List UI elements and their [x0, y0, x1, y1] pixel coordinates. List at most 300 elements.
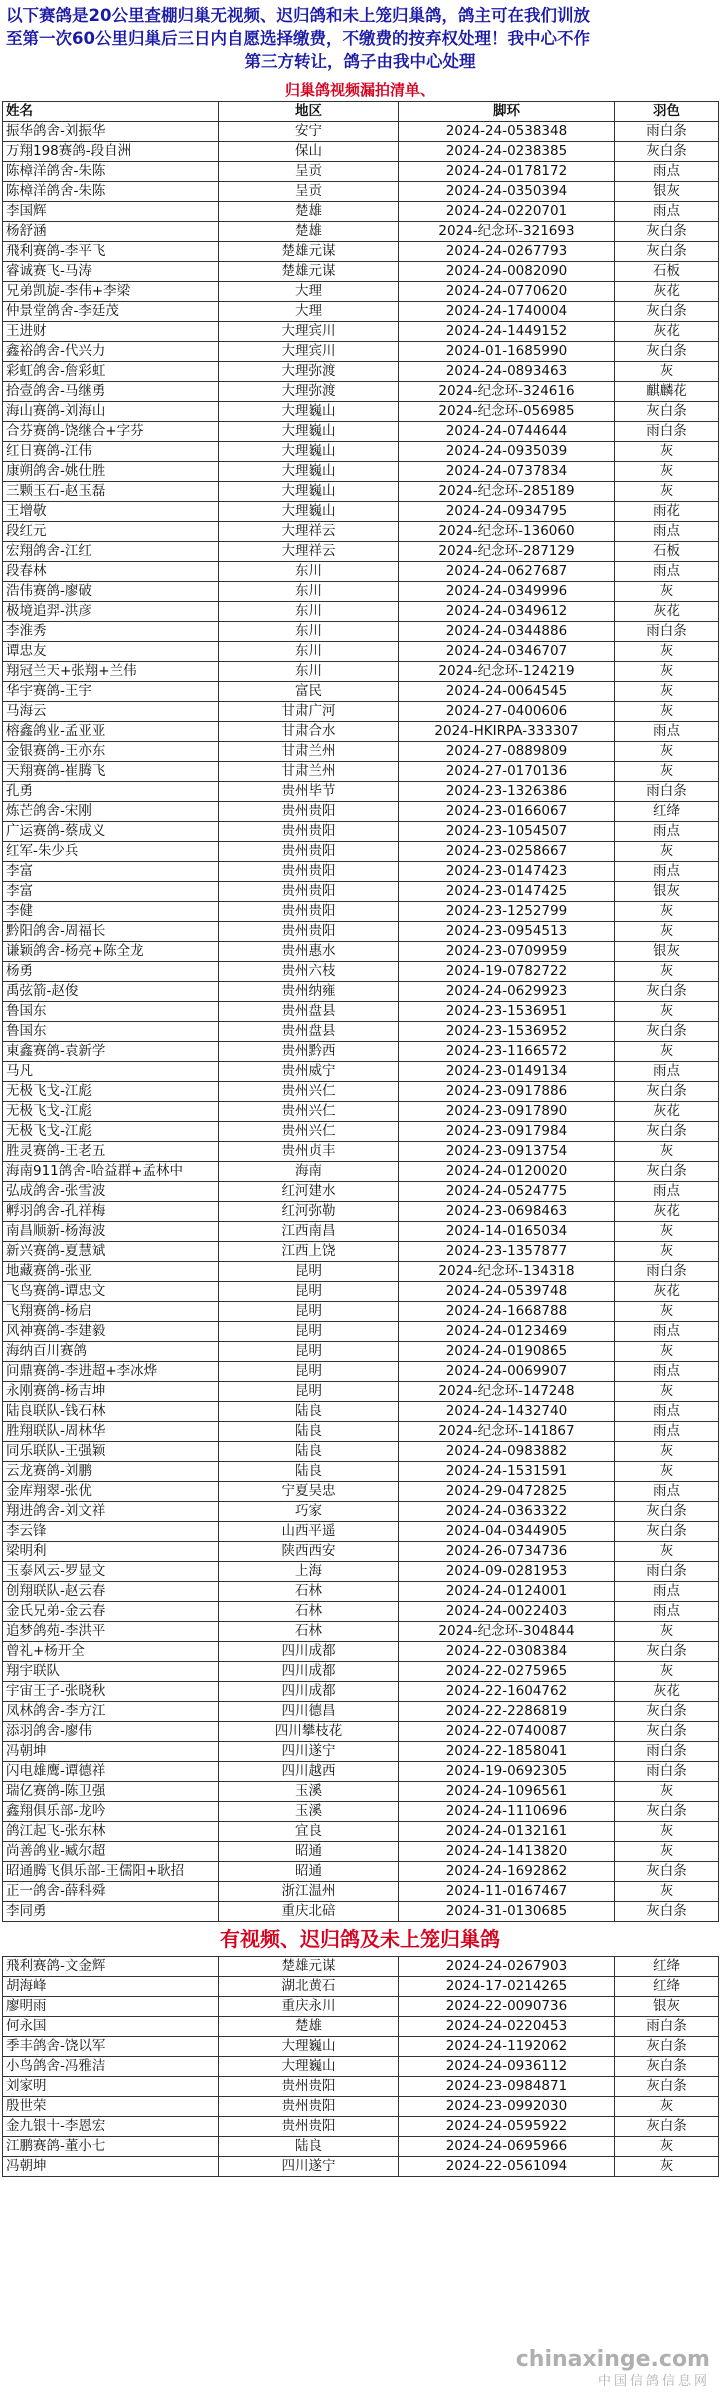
table-row	[3, 1462, 719, 1482]
table-row	[3, 382, 719, 402]
table-row	[3, 902, 719, 922]
cell-ring: 2024-24-1740004	[399, 302, 615, 322]
cell-region: 东川	[219, 582, 399, 602]
cell-ring: 2024-24-0770620	[399, 282, 615, 302]
cell-region: 贵州惠水	[219, 942, 399, 962]
cell-region: 东川	[219, 642, 399, 662]
cell-name: 小鸟鸽舍-冯雅洁	[3, 2057, 219, 2077]
table-row	[3, 1742, 719, 1762]
cell-color: 灰白条	[615, 2117, 719, 2137]
cell-name: 昭通腾飞俱乐部-王儒阳+耿招	[3, 1862, 219, 1882]
table-row	[3, 582, 719, 602]
cell-region: 安宁	[219, 122, 399, 142]
cell-ring: 2024-23-0149134	[399, 1062, 615, 1082]
cell-name: 鲁国东	[3, 1022, 219, 1042]
table-row	[3, 1662, 719, 1682]
cell-color: 雨点	[615, 1322, 719, 1342]
cell-name: 何永国	[3, 2017, 219, 2037]
table-row	[3, 462, 719, 482]
cell-color: 灰白条	[615, 142, 719, 162]
cell-color: 雨点	[615, 1062, 719, 1082]
cell-color: 灰	[615, 362, 719, 382]
cell-color: 雨白条	[615, 422, 719, 442]
cell-region: 陆良	[219, 1422, 399, 1442]
cell-color: 灰白条	[615, 1082, 719, 1102]
cell-region: 陆良	[219, 2137, 399, 2157]
cell-ring: 2024-24-1531591	[399, 1462, 615, 1482]
table-row	[3, 702, 719, 722]
cell-color: 雨点	[615, 822, 719, 842]
cell-color: 灰白条	[615, 1022, 719, 1042]
table-row	[3, 1322, 719, 1342]
cell-region: 大理祥云	[219, 522, 399, 542]
cell-name: 冯朝坤	[3, 1742, 219, 1762]
cell-name: 永刚赛鸽-杨吉坤	[3, 1382, 219, 1402]
cell-ring: 2024-24-0893463	[399, 362, 615, 382]
cell-color: 灰	[615, 462, 719, 482]
cell-name: 陈樟洋鸽舍-朱陈	[3, 162, 219, 182]
cell-ring: 2024-24-0124001	[399, 1582, 615, 1602]
table-row	[3, 1602, 719, 1622]
cell-name: 仲景堂鸽舍-李廷茂	[3, 302, 219, 322]
cell-name: 无极飞戈-江彪	[3, 1102, 219, 1122]
table-row	[3, 1262, 719, 1282]
table-row	[3, 202, 719, 222]
cell-name: 杨舒涵	[3, 222, 219, 242]
table-row	[3, 1442, 719, 1462]
cell-region: 贵州贵阳	[219, 922, 399, 942]
cell-ring: 2024-22-0275965	[399, 1662, 615, 1682]
cell-ring: 2024-11-0167467	[399, 1882, 615, 1902]
cell-region: 甘肃广河	[219, 702, 399, 722]
cell-color: 银灰	[615, 942, 719, 962]
cell-region: 甘肃合水	[219, 722, 399, 742]
cell-color: 灰白条	[615, 1702, 719, 1722]
cell-color: 雨点	[615, 522, 719, 542]
cell-region: 楚雄	[219, 202, 399, 222]
table-row	[3, 2137, 719, 2157]
cell-ring: 2024-24-0349612	[399, 602, 615, 622]
cell-ring: 2024-23-1326386	[399, 782, 615, 802]
table-row	[3, 842, 719, 862]
cell-color: 雨点	[615, 202, 719, 222]
cell-ring: 2024-24-0069907	[399, 1362, 615, 1382]
cell-region: 陆良	[219, 1402, 399, 1422]
cell-region: 大理巍山	[219, 2057, 399, 2077]
table-row	[3, 1822, 719, 1842]
cell-color: 灰花	[615, 1282, 719, 1302]
cell-region: 大理	[219, 302, 399, 322]
table-row	[3, 1402, 719, 1422]
cell-ring: 2024-24-0346707	[399, 642, 615, 662]
cell-ring: 2024-23-1166572	[399, 1042, 615, 1062]
cell-region: 甘肃兰州	[219, 742, 399, 762]
cell-name: 翔宇联队	[3, 1662, 219, 1682]
table-row	[3, 1957, 719, 1977]
table-header-row	[3, 102, 719, 122]
cell-name: 金银赛鸽-王亦东	[3, 742, 219, 762]
cell-color: 雨点	[615, 1182, 719, 1202]
table-row	[3, 602, 719, 622]
cell-name: 榕鑫鸽业-孟亚亚	[3, 722, 219, 742]
cell-region: 大理巍山	[219, 502, 399, 522]
cell-name: 马凡	[3, 1062, 219, 1082]
cell-name: 金氏兄弟-金云春	[3, 1602, 219, 1622]
cell-region: 江西上饶	[219, 1242, 399, 1262]
cell-name: 马海云	[3, 702, 219, 722]
cell-ring: 2024-24-0934795	[399, 502, 615, 522]
cell-ring: 2024-24-0178172	[399, 162, 615, 182]
cell-color: 红绛	[615, 1957, 719, 1977]
cell-ring: 2024-24-0936112	[399, 2057, 615, 2077]
notice-text	[0, 0, 720, 73]
cell-name: 東鑫赛鸽-袁新学	[3, 1042, 219, 1062]
cell-region: 大理巍山	[219, 442, 399, 462]
cell-color: 雨点	[615, 722, 719, 742]
cell-region: 楚雄	[219, 222, 399, 242]
cell-ring: 2024-24-1692862	[399, 1862, 615, 1882]
cell-region: 贵州毕节	[219, 782, 399, 802]
cell-region: 石林	[219, 1602, 399, 1622]
table-row	[3, 1042, 719, 1062]
cell-ring: 2024-24-0627687	[399, 562, 615, 582]
cell-name: 海南911鸽舍-哈益群+孟林中	[3, 1162, 219, 1182]
cell-color: 雨白条	[615, 782, 719, 802]
cell-region: 呈贡	[219, 182, 399, 202]
cell-region: 富民	[219, 682, 399, 702]
cell-name: 鑫裕鸽舍-代兴力	[3, 342, 219, 362]
cell-color: 灰花	[615, 1102, 719, 1122]
cell-region: 昆明	[219, 1362, 399, 1382]
cell-ring: 2024-24-0190865	[399, 1342, 615, 1362]
cell-color: 雨点	[615, 1422, 719, 1442]
cell-name: 王增敬	[3, 502, 219, 522]
cell-color: 雨点	[615, 862, 719, 882]
table-row	[3, 322, 719, 342]
cell-name: 华宇赛鸽-王宇	[3, 682, 219, 702]
cell-ring: 2024-27-0170136	[399, 762, 615, 782]
table-row	[3, 1382, 719, 1402]
cell-name: 胜翔联队-周林华	[3, 1422, 219, 1442]
cell-ring: 2024-23-0984871	[399, 2077, 615, 2097]
table-row	[3, 882, 719, 902]
cell-color: 石板	[615, 262, 719, 282]
cell-name: 睿诚赛飞-马涛	[3, 262, 219, 282]
cell-region: 四川攀枝花	[219, 1722, 399, 1742]
cell-region: 楚雄	[219, 2017, 399, 2037]
table-row	[3, 182, 719, 202]
cell-name: 风神赛鸽-李建毅	[3, 1322, 219, 1342]
cell-name: 浩伟赛鸽-廖破	[3, 582, 219, 602]
table-row	[3, 682, 719, 702]
table-row	[3, 482, 719, 502]
cell-name: 李同勇	[3, 1902, 219, 1922]
cell-ring: 2024-19-0782722	[399, 962, 615, 982]
cell-region: 重庆永川	[219, 1997, 399, 2017]
cell-name: 无极飞戈-江彪	[3, 1082, 219, 1102]
table-row	[3, 142, 719, 162]
cell-name: 段红元	[3, 522, 219, 542]
cell-ring: 2024-24-0220701	[399, 202, 615, 222]
table-row	[3, 1542, 719, 1562]
cell-region: 贵州兴仁	[219, 1082, 399, 1102]
cell-ring: 2024-22-2286819	[399, 1702, 615, 1722]
cell-name: 地藏赛鸽-张亚	[3, 1262, 219, 1282]
cell-region: 贵州贵阳	[219, 842, 399, 862]
cell-color: 雨花	[615, 502, 719, 522]
cell-name: 李淮秀	[3, 622, 219, 642]
cell-name: 梁明利	[3, 1542, 219, 1562]
cell-ring: 2024-23-0917886	[399, 1082, 615, 1102]
cell-name: 宏翔鸽舍-江红	[3, 542, 219, 562]
cell-ring: 2024-22-1604762	[399, 1682, 615, 1702]
cell-ring: 2024-纪念环-285189	[399, 482, 615, 502]
cell-name: 同乐联队-王强颖	[3, 1442, 219, 1462]
table-row	[3, 1642, 719, 1662]
cell-region: 贵州贵阳	[219, 822, 399, 842]
table-row	[3, 2097, 719, 2117]
cell-ring: 2024-26-0734736	[399, 1542, 615, 1562]
cell-region: 石林	[219, 1582, 399, 1602]
cell-color: 灰	[615, 762, 719, 782]
cell-ring: 2024-23-0147425	[399, 882, 615, 902]
cell-name: 振华鸽舍-刘振华	[3, 122, 219, 142]
cell-ring: 2024-27-0400606	[399, 702, 615, 722]
table-row	[3, 522, 719, 542]
cell-region: 重庆北碚	[219, 1902, 399, 1922]
cell-ring: 2024-23-0258667	[399, 842, 615, 862]
cell-region: 四川成都	[219, 1662, 399, 1682]
table-row	[3, 1282, 719, 1302]
table-row	[3, 282, 719, 302]
cell-name: 三颗玉石-赵玉磊	[3, 482, 219, 502]
cell-ring: 2024-22-0561094	[399, 2157, 615, 2177]
table-row	[3, 1002, 719, 1022]
registry-table	[2, 101, 719, 1922]
cell-color: 灰	[615, 642, 719, 662]
cell-ring: 2024-23-0917890	[399, 1102, 615, 1122]
table-row	[3, 422, 719, 442]
registry-table-2	[2, 1956, 719, 2177]
cell-region: 贵州兴仁	[219, 1122, 399, 1142]
cell-name: 云龙赛鸽-刘鹏	[3, 1462, 219, 1482]
cell-ring: 2024-24-1413820	[399, 1842, 615, 1862]
cell-color: 灰	[615, 1002, 719, 1022]
cell-region: 石林	[219, 1622, 399, 1642]
cell-ring: 2024-23-0917984	[399, 1122, 615, 1142]
cell-name: 廖明雨	[3, 1997, 219, 2017]
cell-region: 上海	[219, 1562, 399, 1582]
cell-name: 陆良联队-钱石林	[3, 1402, 219, 1422]
cell-region: 贵州贵阳	[219, 2117, 399, 2137]
cell-name: 黔阳鸽舍-周福长	[3, 922, 219, 942]
cell-name: 海山赛鸽-刘海山	[3, 402, 219, 422]
table-row	[3, 1802, 719, 1822]
cell-ring: 2024-23-1252799	[399, 902, 615, 922]
cell-region: 昆明	[219, 1322, 399, 1342]
cell-region: 大理弥渡	[219, 382, 399, 402]
cell-color: 灰	[615, 1302, 719, 1322]
cell-region: 贵州贵阳	[219, 2077, 399, 2097]
cell-color: 雨白条	[615, 1762, 719, 1782]
cell-ring: 2024-23-1536951	[399, 1002, 615, 1022]
table-row	[3, 1102, 719, 1122]
cell-color: 银灰	[615, 182, 719, 202]
cell-ring: 2024-22-0090736	[399, 1997, 615, 2017]
cell-name: 创翔联队-赵云春	[3, 1582, 219, 1602]
cell-region: 东川	[219, 562, 399, 582]
cell-name: 兄弟凯旋-李伟+李梁	[3, 282, 219, 302]
cell-name: 孔勇	[3, 782, 219, 802]
table-row	[3, 1582, 719, 1602]
cell-color: 雨点	[615, 1482, 719, 1502]
cell-region: 昭通	[219, 1862, 399, 1882]
cell-ring: 2024-纪念环-147248	[399, 1382, 615, 1402]
cell-ring: 2024-24-0349996	[399, 582, 615, 602]
cell-ring: 2024-纪念环-134318	[399, 1262, 615, 1282]
cell-color: 灰	[615, 1042, 719, 1062]
cell-ring: 2024-24-0538348	[399, 122, 615, 142]
table-row	[3, 1702, 719, 1722]
cell-ring: 2024-纪念环-056985	[399, 402, 615, 422]
cell-color: 灰	[615, 1382, 719, 1402]
cell-name: 宇宙王子-张晓秋	[3, 1682, 219, 1702]
cell-ring: 2024-24-1110696	[399, 1802, 615, 1822]
cell-color: 灰	[615, 962, 719, 982]
cell-region: 玉溪	[219, 1802, 399, 1822]
cell-color: 灰花	[615, 1682, 719, 1702]
cell-name: 刘家明	[3, 2077, 219, 2097]
cell-name: 炼芒鸽舍-宋刚	[3, 802, 219, 822]
table-row	[3, 1422, 719, 1442]
cell-color: 雨白条	[615, 1562, 719, 1582]
cell-color: 灰	[615, 442, 719, 462]
cell-name: 尚善鸽业-臧尔超	[3, 1842, 219, 1862]
cell-color: 灰花	[615, 602, 719, 622]
cell-name: 瑞亿赛鸽-陈卫强	[3, 1782, 219, 1802]
table-row	[3, 1842, 719, 1862]
cell-color: 灰	[615, 742, 719, 762]
table-row	[3, 342, 719, 362]
cell-region: 昆明	[219, 1342, 399, 1362]
cell-ring: 2024-29-0472825	[399, 1482, 615, 1502]
cell-region: 宜良	[219, 1822, 399, 1842]
cell-name: 李国辉	[3, 202, 219, 222]
cell-ring: 2024-23-0954513	[399, 922, 615, 942]
cell-color: 灰	[615, 682, 719, 702]
column-header-ring: 脚环	[399, 102, 615, 122]
cell-name: 江鹏赛鸽-董小七	[3, 2137, 219, 2157]
cell-color: 灰白条	[615, 1522, 719, 1542]
notice-line-2: 至第一次60公里归巢后三日内自愿选择缴费，不缴费的按弃权处理！我中心不作	[6, 29, 590, 48]
cell-color: 雨点	[615, 1582, 719, 1602]
table-row	[3, 502, 719, 522]
cell-ring: 2024-23-0709959	[399, 942, 615, 962]
table-row	[3, 2077, 719, 2097]
cell-ring: 2024-23-0992030	[399, 2097, 615, 2117]
cell-name: 新兴赛鸽-夏慧斌	[3, 1242, 219, 1262]
cell-color: 灰	[615, 482, 719, 502]
cell-color: 银灰	[615, 1997, 719, 2017]
cell-name: 追梦鸽苑-李洪平	[3, 1622, 219, 1642]
cell-name: 李富	[3, 882, 219, 902]
watermark-domain: chinaxinge.com	[515, 2347, 710, 2372]
cell-ring: 2024-纪念环-304844	[399, 1622, 615, 1642]
cell-ring: 2024-24-1668788	[399, 1302, 615, 1322]
cell-ring: 2024-24-0737834	[399, 462, 615, 482]
cell-name: 金九银十-李恩宏	[3, 2117, 219, 2137]
cell-name: 红军-朱少兵	[3, 842, 219, 862]
cell-ring: 2024-24-0629923	[399, 982, 615, 1002]
table-row	[3, 242, 719, 262]
cell-region: 贵州兴仁	[219, 1102, 399, 1122]
cell-name: 广运赛鸽-蔡成义	[3, 822, 219, 842]
cell-region: 陆良	[219, 1462, 399, 1482]
cell-color: 灰	[615, 1842, 719, 1862]
table-row	[3, 1682, 719, 1702]
cell-ring: 2024-19-0692305	[399, 1762, 615, 1782]
notice-line-1: 以下赛鸽是20公里查棚归巢无视频、迟归鸽和未上笼归巢鸽，鸽主可在我们训放	[6, 6, 590, 25]
table-row	[3, 782, 719, 802]
cell-name: 弘成鸽舍-张雪波	[3, 1182, 219, 1202]
cell-color: 灰	[615, 1462, 719, 1482]
cell-name: 闪电雄鹰-谭德祥	[3, 1762, 219, 1782]
cell-region: 大理巍山	[219, 402, 399, 422]
cell-name: 康朔鸽舍-姚仕胜	[3, 462, 219, 482]
cell-color: 灰白条	[615, 2077, 719, 2097]
table-row	[3, 922, 719, 942]
cell-region: 昆明	[219, 1382, 399, 1402]
table-row	[3, 302, 719, 322]
cell-name: 无极飞戈-江彪	[3, 1122, 219, 1142]
table-row	[3, 1522, 719, 1542]
cell-ring: 2024-23-1357877	[399, 1242, 615, 1262]
cell-region: 玉溪	[219, 1782, 399, 1802]
cell-ring: 2024-24-0524775	[399, 1182, 615, 1202]
table-row	[3, 1562, 719, 1582]
cell-region: 昆明	[219, 1262, 399, 1282]
cell-name: 鸽江起飞-张东林	[3, 1822, 219, 1842]
table-row	[3, 1362, 719, 1382]
cell-region: 四川遂宁	[219, 1742, 399, 1762]
table-row	[3, 722, 719, 742]
cell-color: 灰白条	[615, 242, 719, 262]
cell-name: 李云锋	[3, 1522, 219, 1542]
cell-color: 灰	[615, 1662, 719, 1682]
cell-name: 王进财	[3, 322, 219, 342]
cell-ring: 2024-24-0983882	[399, 1442, 615, 1462]
cell-color: 雨点	[615, 1602, 719, 1622]
cell-name: 翔冠兰天+张翔+兰伟	[3, 662, 219, 682]
cell-name: 海纳百川赛鸽	[3, 1342, 219, 1362]
cell-name: 添羽鸽舍-廖伟	[3, 1722, 219, 1742]
cell-color: 灰	[615, 702, 719, 722]
cell-name: 万翔198赛鸽-段自洲	[3, 142, 219, 162]
cell-name: 谭忠友	[3, 642, 219, 662]
cell-color: 灰	[615, 662, 719, 682]
table-row	[3, 562, 719, 582]
table-row	[3, 822, 719, 842]
cell-color: 灰白条	[615, 1722, 719, 1742]
cell-color: 雨白条	[615, 122, 719, 142]
cell-region: 贵州黔西	[219, 1042, 399, 1062]
cell-ring: 2024-24-0350394	[399, 182, 615, 202]
cell-region: 红河建水	[219, 1182, 399, 1202]
cell-color: 灰	[615, 1442, 719, 1462]
cell-color: 麒麟花	[615, 382, 719, 402]
table-row	[3, 1202, 719, 1222]
cell-color: 雨白条	[615, 1262, 719, 1282]
